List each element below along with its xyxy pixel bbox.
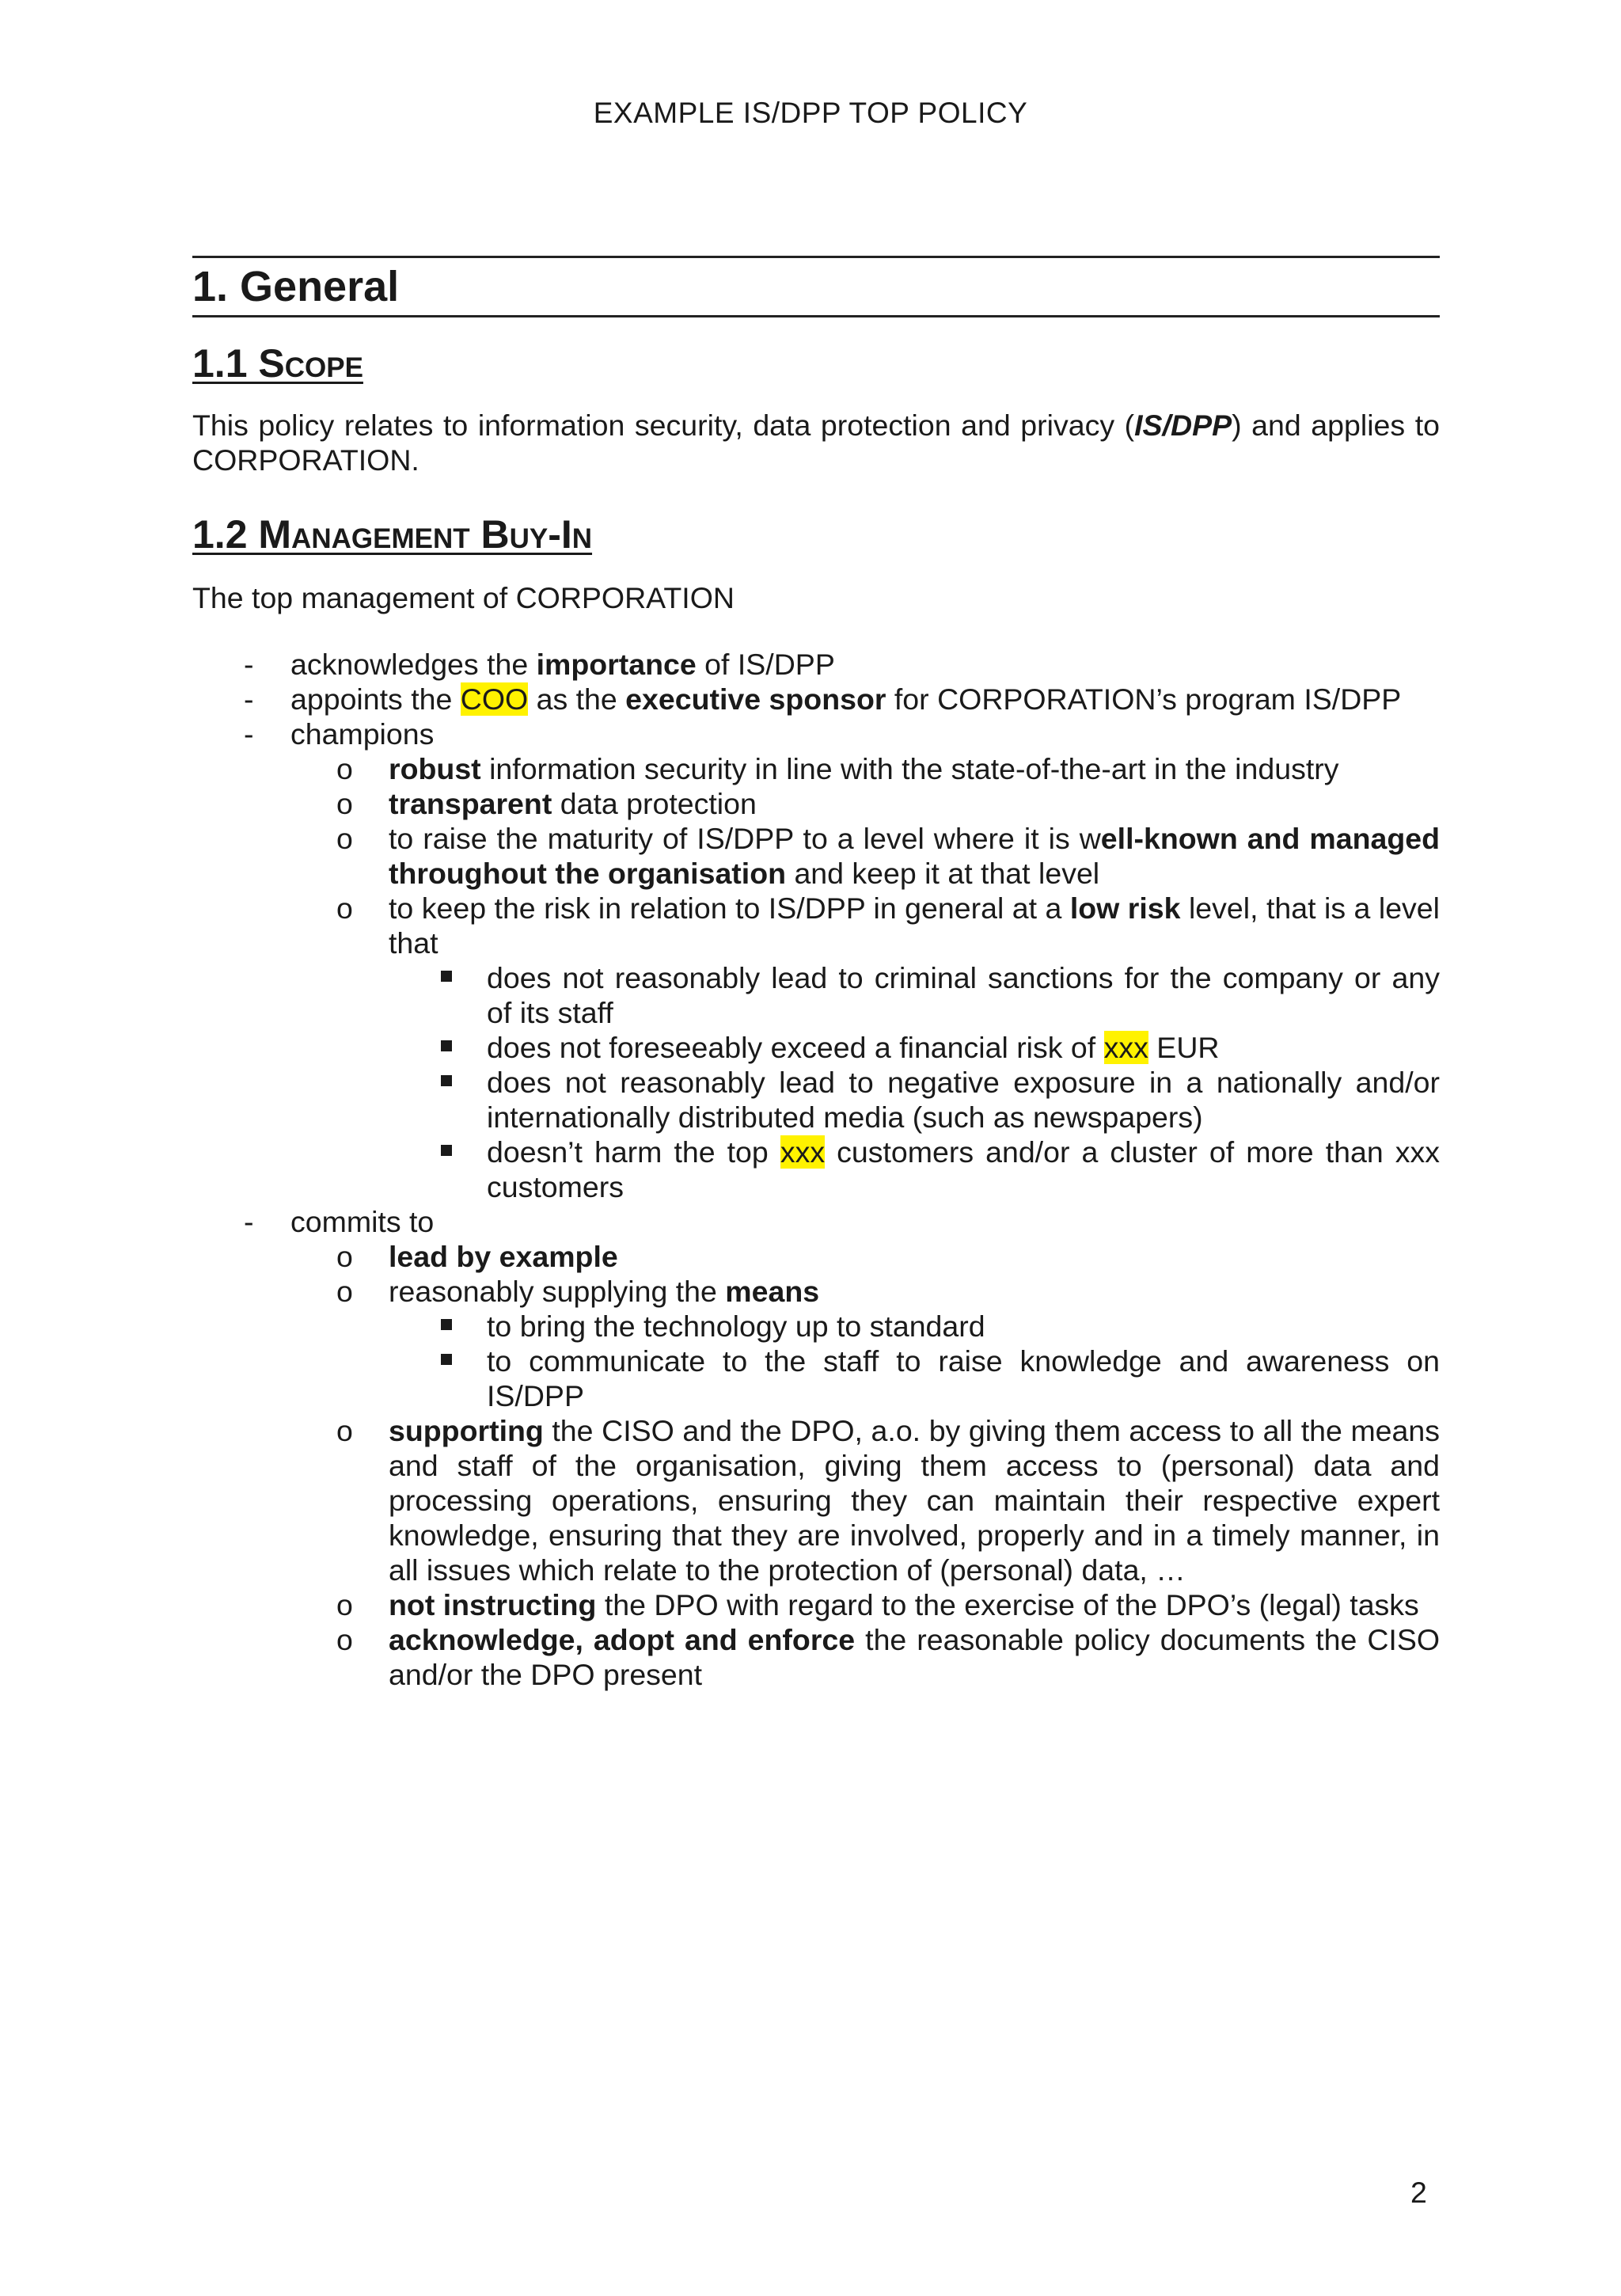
list-item: does not foreseeably exceed a financial risk of xxx EUR — [487, 1030, 1440, 1065]
list-item: doesn’t harm the top xxx customers and/or a cluster of more than xxx customers — [487, 1135, 1440, 1204]
list-item: - champions o robust information security in line with the state-of-the-art in the industry o transparent data protection o to raise the maturity of IS/DPP to a level where it is well-known and managed throughout the organisation and keep it at that level o to keep the risk in relation to IS/DPP in general at a low risk level, that is a level that does not reasonably lead to criminal sanctions for the company or any of its staff does not foreseeably exceed a financial risk of xxx EUR does not reasonably lead to negative exposure in a nationally and/or internationally distributed media (such as newspapers) doesn’t harm the top xxx customers and/or a cluster of more than xxx customers — [244, 717, 1441, 1203]
list-item: to bring the technology up to standard — [487, 1309, 1440, 1344]
list-item: o to raise the maturity of IS/DPP to a level where it is well-known and managed throughout the organisation and keep it at that level — [336, 822, 1441, 890]
scope-paragraph: This policy relates to information security, data protection and privacy (IS/DPP) and applies to CORPORATION. — [192, 409, 1440, 477]
highlighted-placeholder: xxx — [780, 1135, 826, 1169]
circle-marker: o — [336, 1240, 353, 1273]
list-item: o transparent data protection — [336, 787, 757, 820]
square-bullet-icon — [441, 1354, 452, 1365]
square-bullet-icon — [441, 1319, 452, 1330]
circle-marker: o — [336, 1588, 353, 1621]
dash-marker: - — [244, 682, 254, 716]
subsection-heading-management-buy-in: 1.2 Management Buy-In — [192, 512, 593, 557]
champions-list — [290, 751, 1440, 1204]
low-risk-list — [389, 960, 1440, 1204]
page-header-title: EXAMPLE IS/DPP TOP POLICY — [593, 97, 1028, 129]
list-item: - appoints the COO as the executive sponsor for CORPORATION’s program IS/DPP — [244, 682, 1402, 716]
highlighted-placeholder: xxx — [1103, 1031, 1148, 1064]
buy-in-list — [192, 647, 1440, 1692]
list-item: o robust information security in line with the state-of-the-art in the industry — [336, 752, 1339, 785]
list-item: o lead by example — [336, 1240, 618, 1273]
circle-marker: o — [336, 891, 353, 925]
square-bullet-icon — [441, 1040, 452, 1051]
list-item: o reasonably supplying the means to bring the technology up to standard to communicate to the staff to raise knowledge and awareness on IS/DPP — [336, 1275, 1440, 1412]
dash-marker: - — [244, 1205, 254, 1238]
highlighted-placeholder: COO — [460, 682, 529, 716]
list-item: o supporting the CISO and the DPO, a.o. by giving them access to all the means and staff of the organisation, giving them access to (personal) data and processing operations, ensuring they can maintain their respective expert knowledge, ensuring that they are involved, properly and in a timely manner, in all issues which relate to the protection of (personal) data, … — [336, 1414, 1440, 1587]
square-bullet-icon — [441, 971, 452, 982]
buy-in-intro: The top management of CORPORATION — [192, 581, 735, 614]
dash-marker: - — [244, 717, 254, 751]
square-bullet-icon — [441, 1075, 452, 1086]
circle-marker: o — [336, 787, 353, 820]
circle-marker: o — [336, 752, 353, 785]
section-heading-general: 1. General — [192, 256, 1440, 317]
means-list — [389, 1309, 1440, 1413]
square-bullet-icon — [441, 1145, 452, 1156]
list-item: does not reasonably lead to negative exposure in a nationally and/or internationally distributed media (such as newspapers) — [487, 1065, 1440, 1135]
document-body — [192, 256, 1440, 1692]
circle-marker: o — [336, 822, 353, 855]
list-item: o to keep the risk in relation to IS/DPP in general at a low risk level, that is a level that does not reasonably lead to criminal sanctions for the company or any of its staff does not foreseeably exceed a financial risk of xxx EUR does not reasonably lead to negative exposure in a nationally and/or internationally distributed media (such as newspapers) doesn’t harm the top xxx customers and/or a cluster of more than xxx customers — [336, 891, 1440, 1203]
page-number: 2 — [1410, 2176, 1427, 2209]
dash-marker: - — [244, 648, 254, 681]
circle-marker: o — [336, 1275, 353, 1308]
circle-marker: o — [336, 1623, 353, 1656]
list-item: o acknowledge, adopt and enforce the reasonable policy documents the CISO and/or the DPO present — [336, 1623, 1440, 1691]
subsection-heading-scope: 1.1 Scope — [192, 341, 363, 386]
list-item: - acknowledges the importance of IS/DPP — [244, 648, 835, 681]
list-item: - commits to o lead by example o reasonably supplying the means to bring the technology up to standard to communicate to the staff to raise knowledge and awareness on IS/DPP o supporting the CISO and the DPO, a.o. by giving them access to all the means and staff of the organisation, giving them access to (personal) data and processing operations, ensuring they can maintain their respective expert knowledge, ensuring that they are involved, properly and in a timely manner, in all issues which relate to the protection of (personal) data, … o not instructing the DPO with regard to the exercise of the DPO’s (legal) tasks o acknowledge, adopt and enforce the reasonable policy documents the CISO and/or the DPO present — [244, 1205, 1440, 1691]
list-item: to communicate to the staff to raise knowledge and awareness on IS/DPP — [487, 1344, 1440, 1413]
circle-marker: o — [336, 1414, 353, 1447]
commits-list — [290, 1239, 1440, 1692]
list-item: o not instructing the DPO with regard to the exercise of the DPO’s (legal) tasks — [336, 1588, 1419, 1621]
list-item: does not reasonably lead to criminal sanctions for the company or any of its staff — [487, 960, 1440, 1030]
